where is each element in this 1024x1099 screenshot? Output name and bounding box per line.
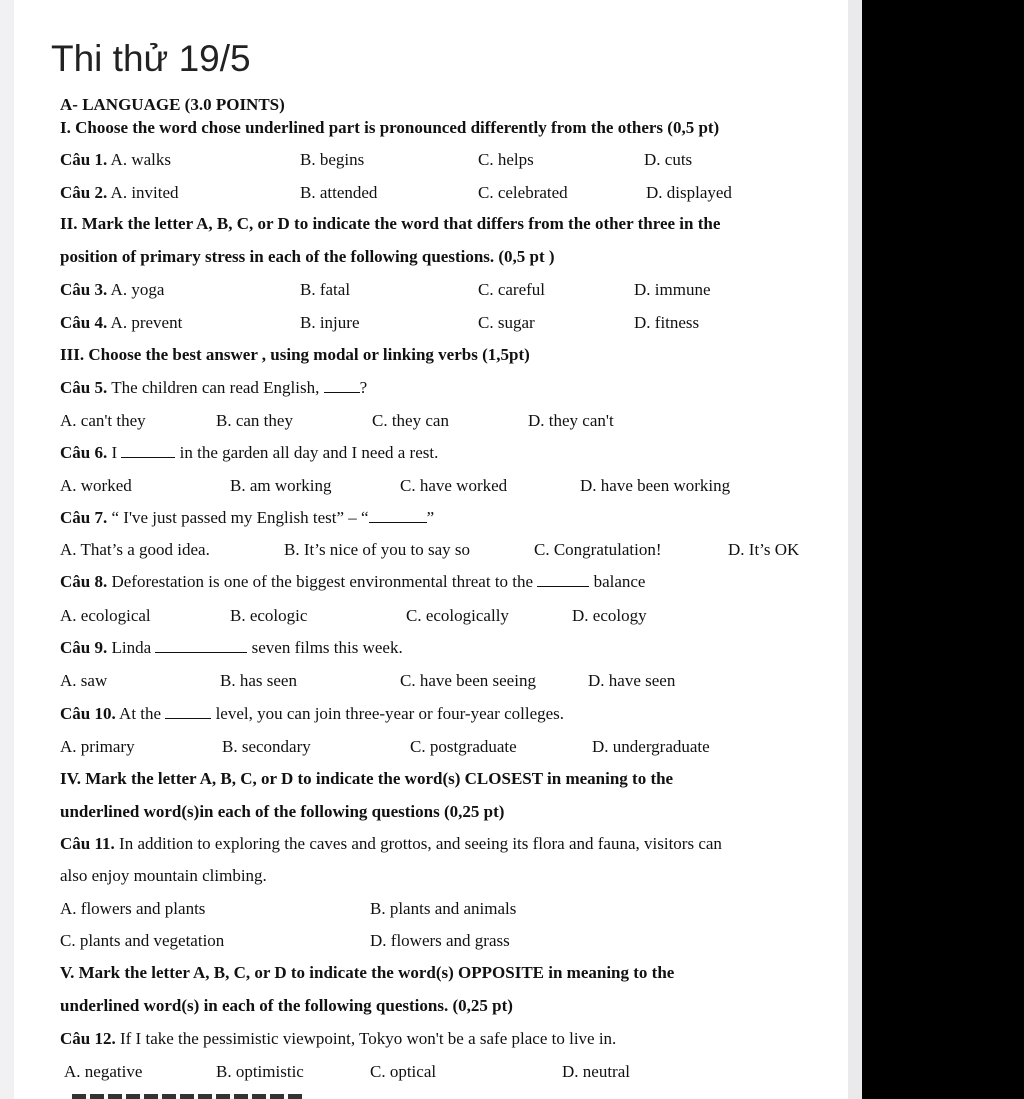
option-b: B. fatal: [300, 280, 351, 299]
option-a: A. can't they: [60, 411, 146, 430]
question-stem: Linda: [111, 638, 152, 657]
question-label: Câu 6.: [60, 443, 108, 462]
option-b: B. plants and animals: [370, 899, 517, 918]
option-c: C. helps: [478, 150, 534, 169]
option-a: A. yoga: [110, 280, 165, 299]
question-stem: The children can read English,: [111, 378, 320, 397]
answer-blank: [155, 638, 247, 653]
page-title: Thi thử 19/5: [51, 38, 251, 79]
question-label: Câu 11.: [60, 834, 115, 853]
option-c: C. ecologically: [406, 606, 509, 625]
option-d: D. have been working: [580, 476, 731, 495]
option-a: A. worked: [60, 476, 132, 495]
question-label: Câu 10.: [60, 704, 116, 723]
question-stem-end: ?: [359, 378, 368, 397]
part5-heading-line2: underlined word(s) in each of the following questions. (0,25 pt): [60, 996, 513, 1015]
question-label: Câu 3.: [60, 280, 108, 299]
option-b: B. secondary: [222, 737, 311, 756]
question-9: [60, 638, 403, 658]
question-label: Câu 8.: [60, 572, 108, 591]
option-a: A. primary: [60, 737, 135, 756]
part4-heading-line1: IV. Mark the letter A, B, C, or D to indicate the word(s) CLOSEST in meaning to the: [60, 769, 674, 788]
option-c: C. plants and vegetation: [60, 931, 225, 950]
question-11-stem-line2: also enjoy mountain climbing.: [60, 866, 267, 885]
left-margin: [0, 0, 14, 1099]
option-c: C. careful: [478, 280, 546, 299]
option-c: C. Congratulation!: [534, 540, 662, 559]
option-a: A. invited: [110, 183, 179, 202]
option-b: B. attended: [300, 183, 378, 202]
page-edge: [848, 0, 862, 1099]
option-d: D. It’s OK: [728, 540, 800, 559]
question-label: Câu 1.: [60, 150, 108, 169]
option-d: D. undergraduate: [592, 737, 710, 756]
question-stem-end: seven films this week.: [251, 638, 403, 657]
question-stem-end: in the garden all day and I need a rest.: [179, 443, 439, 462]
option-b: B. begins: [300, 150, 365, 169]
cut-off-next-heading: [72, 1094, 302, 1099]
question-1: [60, 150, 171, 170]
question-label: Câu 5.: [60, 378, 108, 397]
question-stem: In addition to exploring the caves and grottos, and seeing its flora and fauna, visitors can: [119, 834, 722, 853]
question-4: [60, 313, 182, 333]
question-12: [60, 1029, 616, 1049]
option-d: D. cuts: [644, 150, 693, 169]
option-d: D. flowers and grass: [370, 931, 510, 950]
question-stem: At the: [119, 704, 162, 723]
option-b: B. ecologic: [230, 606, 308, 625]
question-stem: Deforestation is one of the biggest environmental threat to the: [111, 572, 534, 591]
option-b: B. am working: [230, 476, 332, 495]
part1-heading: I. Choose the word chose underlined part is pronounced differently from the others (0,5 pt): [60, 118, 720, 137]
option-b: B. injure: [300, 313, 360, 332]
section-a-heading: A- LANGUAGE (3.0 POINTS): [60, 95, 285, 114]
option-c: C. have been seeing: [400, 671, 536, 690]
answer-blank: [165, 704, 211, 719]
question-3: [60, 280, 164, 300]
question-8: [60, 572, 645, 592]
answer-blank: [369, 508, 427, 523]
question-10: [60, 704, 564, 724]
option-d: D. fitness: [634, 313, 700, 332]
part2-heading-line1: II. Mark the letter A, B, C, or D to indicate the word that differs from the other three in the: [60, 214, 721, 233]
part2-heading-line2: position of primary stress in each of the following questions. (0,5 pt ): [60, 247, 555, 266]
question-label: Câu 2.: [60, 183, 108, 202]
question-stem: I: [111, 443, 118, 462]
question-label: Câu 4.: [60, 313, 108, 332]
question-stem: “ I've just passed my English test” – “: [111, 508, 369, 527]
question-2: [60, 183, 179, 203]
option-d: D. immune: [634, 280, 711, 299]
option-c: C. celebrated: [478, 183, 568, 202]
option-d: D. neutral: [562, 1062, 630, 1081]
option-b: B. has seen: [220, 671, 297, 690]
answer-blank: [537, 572, 589, 587]
option-d: D. they can't: [528, 411, 614, 430]
option-d: D. have seen: [588, 671, 676, 690]
option-a: A. saw: [60, 671, 108, 690]
option-a: A. flowers and plants: [60, 899, 206, 918]
question-stem-end: level, you can join three-year or four-year colleges.: [215, 704, 565, 723]
option-d: D. displayed: [646, 183, 732, 202]
part4-heading-line2: underlined word(s)in each of the following questions (0,25 pt): [60, 802, 505, 821]
question-label: Câu 7.: [60, 508, 108, 527]
option-a: A. That’s a good idea.: [60, 540, 210, 559]
question-stem-end: ”: [426, 508, 435, 527]
option-d: D. ecology: [572, 606, 647, 625]
option-b: B. can they: [216, 411, 293, 430]
option-a: A. walks: [110, 150, 171, 169]
question-6: [60, 443, 438, 463]
answer-blank: [121, 443, 175, 458]
option-c: C. optical: [370, 1062, 437, 1081]
question-stem: If I take the pessimistic viewpoint, Tokyo won't be a safe place to live in.: [119, 1029, 617, 1048]
question-5: [60, 378, 367, 398]
option-a: A. ecological: [60, 606, 151, 625]
option-c: C. have worked: [400, 476, 508, 495]
question-stem-end: balance: [593, 572, 646, 591]
option-a: A. prevent: [110, 313, 183, 332]
question-11: [60, 834, 722, 854]
option-b: B. optimistic: [216, 1062, 304, 1081]
question-7: [60, 508, 434, 528]
part5-heading-line1: V. Mark the letter A, B, C, or D to indicate the word(s) OPPOSITE in meaning to the: [60, 963, 675, 982]
option-b: B. It’s nice of you to say so: [284, 540, 471, 559]
option-a: A. negative: [64, 1062, 143, 1081]
question-label: Câu 12.: [60, 1029, 116, 1048]
document-page: [14, 0, 848, 1099]
option-c: C. postgraduate: [410, 737, 517, 756]
option-c: C. sugar: [478, 313, 535, 332]
answer-blank: [324, 378, 360, 393]
question-label: Câu 9.: [60, 638, 108, 657]
option-c: C. they can: [372, 411, 449, 430]
part3-heading: III. Choose the best answer , using modal or linking verbs (1,5pt): [60, 345, 530, 364]
